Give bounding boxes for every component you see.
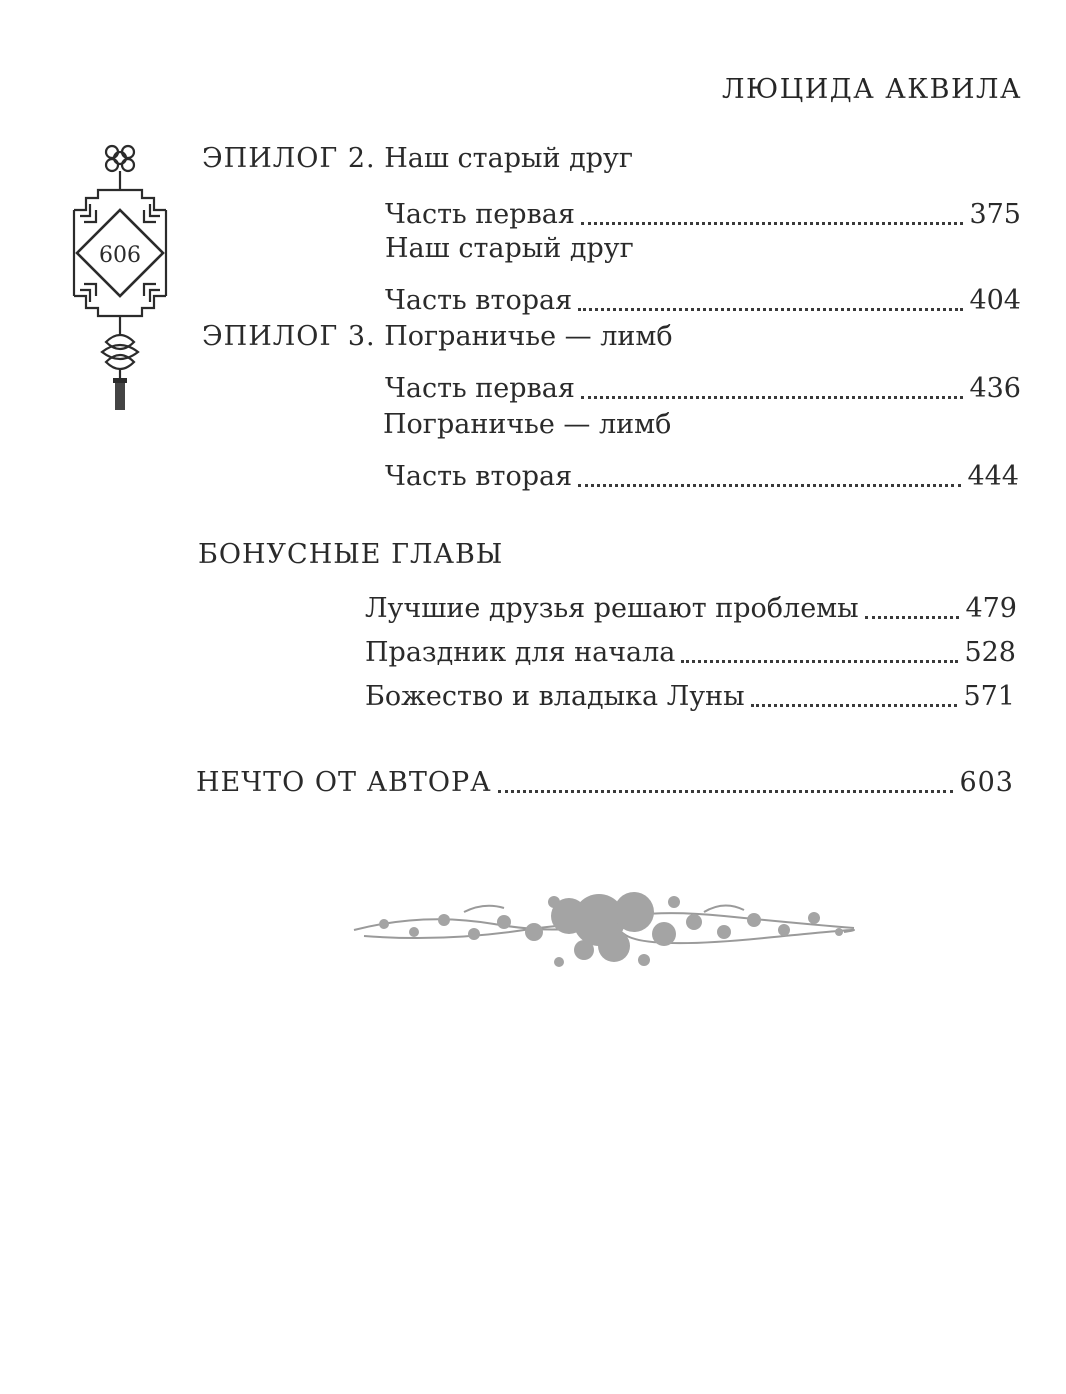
leader-dots — [578, 482, 961, 487]
toc-entry-bonus-1[interactable] — [365, 586, 1017, 626]
toc-entry-page: 479 — [965, 593, 1017, 624]
floral-vignette-icon — [344, 872, 864, 992]
leader-dots — [581, 220, 964, 225]
toc-entry-epilogue3-part1[interactable] — [385, 366, 1021, 406]
toc-entry-label: НЕЧТО ОТ АВТОРА — [196, 767, 492, 798]
running-header: ЛЮЦИДА АКВИЛА — [721, 74, 1022, 105]
epilogue3-prefix: ЭПИЛОГ 3. — [202, 321, 376, 352]
toc-entry-page: 375 — [969, 199, 1021, 230]
leader-dots — [498, 788, 954, 793]
knot-ornament-icon — [60, 138, 180, 418]
toc-entry-page: 436 — [969, 373, 1021, 404]
epilogue2-title: Наш старый друг — [384, 143, 634, 174]
epilogue3-heading[interactable] — [202, 320, 673, 354]
toc-entry-page: 444 — [967, 461, 1019, 492]
toc-entry-label: Часть первая — [385, 373, 575, 404]
toc-entry-label: Часть первая — [385, 199, 575, 230]
toc-entry-label: Лучшие друзья решают проблемы — [365, 593, 859, 624]
epilogue3-subtitle: Пограничье — лимб — [383, 409, 672, 440]
toc-entry-author-note[interactable] — [196, 760, 1014, 800]
leader-dots — [581, 394, 964, 399]
leader-dots — [681, 658, 958, 663]
toc-entry-page: 528 — [964, 637, 1016, 668]
epilogue2-prefix: ЭПИЛОГ 2. — [202, 143, 376, 174]
epilogue2-subtitle: Наш старый друг — [385, 233, 634, 264]
bonus-heading: БОНУСНЫЕ ГЛАВЫ — [198, 539, 504, 570]
toc-entry-bonus-3[interactable] — [365, 674, 1015, 714]
toc-entry-epilogue2-part2[interactable] — [385, 278, 1021, 318]
toc-entry-bonus-2[interactable] — [365, 630, 1016, 670]
epilogue3-title: Пограничье — лимб — [384, 321, 673, 352]
leader-dots — [751, 702, 958, 707]
toc-entry-page: 404 — [969, 285, 1021, 316]
toc-entry-label: Часть вторая — [385, 285, 573, 316]
toc-entry-label: Часть вторая — [385, 461, 573, 492]
toc-entry-page: 603 — [959, 767, 1014, 798]
toc-entry-label: Божество и владыка Луны — [365, 681, 745, 712]
toc-entry-page: 571 — [963, 681, 1015, 712]
toc-entry-epilogue2-part1[interactable] — [385, 192, 1021, 232]
ornament-page-number: 606 — [99, 243, 141, 268]
epilogue2-heading[interactable] — [202, 142, 633, 176]
toc-entry-epilogue3-part2[interactable] — [385, 454, 1019, 494]
leader-dots — [578, 306, 963, 311]
toc-entry-label: Праздник для начала — [365, 637, 676, 668]
leader-dots — [865, 614, 960, 619]
